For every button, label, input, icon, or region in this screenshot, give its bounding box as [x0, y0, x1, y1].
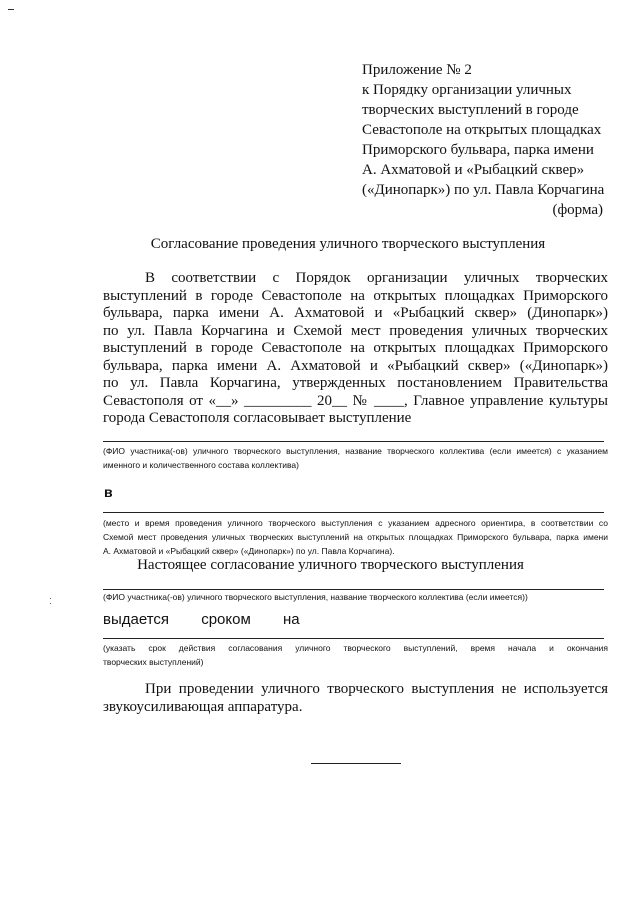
appendix-line: Приложение № 2 — [362, 62, 472, 78]
appendix-header — [362, 60, 624, 200]
scan-corner-mark — [8, 9, 14, 10]
signature-line[interactable] — [311, 763, 401, 764]
paragraph-line: При проведении уличного творческого выступления не используется — [145, 681, 608, 697]
form-note: (форма) — [552, 202, 603, 218]
paragraph-line: по ул. Павла Корчагина и Схемой мест проведения уличных творческих — [103, 322, 608, 339]
term-word: сроком — [201, 611, 251, 628]
paragraph-line: бульвара, парка имени А. Ахматовой и «Рыбацкий сквер» (Динопарк») — [103, 305, 608, 321]
place-fill-line[interactable] — [103, 512, 604, 513]
appendix-line: («Динопарк») по ул. Павла Корчагина — [362, 182, 605, 198]
main-paragraph — [103, 270, 608, 428]
term-fill-line[interactable] — [103, 638, 604, 639]
appendix-line: к Порядку организации уличных — [362, 82, 572, 98]
hint-line: (ФИО участника(-ов) уличного творческого выступления, название творческого коллектива (если имеется) с указанием — [103, 446, 608, 456]
approval-heading: Настоящее согласование уличного творческого выступления — [137, 557, 524, 573]
paragraph-line: В соответствии с Порядок организации уличных творческих — [145, 270, 608, 286]
hint-line: А. Ахматовой и «Рыбацкий сквер» («Динопарк») по ул. Павла Корчагина). — [103, 546, 395, 556]
paragraph-line: звукоусиливающая аппаратура. — [103, 698, 303, 715]
participants-short-hint — [103, 590, 608, 604]
hint-line: именного и количественного состава коллектива) — [103, 460, 299, 470]
paragraph-line: города Севастополя согласовывает выступление — [103, 410, 412, 426]
term-hint — [103, 641, 608, 669]
hint-line: (указать срок действия согласования уличного творческого выступлений, время начала и окончания — [103, 643, 608, 653]
paragraph-line: выступлений в городе Севастополе на открытых площадках Приморского — [103, 287, 608, 304]
issued-line — [103, 611, 326, 628]
issued-word: выдается — [103, 611, 170, 628]
paragraph-line: Севастополя от «__» _________ 20__ № ____, Главное управление культуры — [103, 392, 608, 409]
hint-line: (место и время проведения уличного творческого выступления с указанием адресного ориентира, в соответствии со — [103, 518, 608, 528]
hint-line: творческих выступлений) — [103, 657, 204, 667]
appendix-line: творческих выступлений в городе — [362, 102, 579, 118]
place-hint — [103, 516, 608, 558]
hint-line: (ФИО участника(-ов) уличного творческого выступления, название творческого коллектива (если имеется)) — [103, 592, 528, 602]
appendix-line: Севастополе на открытых площадках — [362, 122, 602, 138]
final-paragraph — [103, 681, 608, 716]
appendix-line: Приморского бульвара, парка имени — [362, 142, 594, 158]
document-title: Согласование проведения уличного творческого выступления — [150, 236, 546, 252]
participants-hint — [103, 444, 608, 472]
appendix-line: А. Ахматовой и «Рыбацкий сквер» — [362, 162, 585, 178]
paragraph-line: бульвара, парка имени А. Ахматовой и «Рыбацкий сквер» («Динопарк») — [103, 357, 608, 374]
paragraph-line: выступлений в городе Севастополе на открытых площадках Приморского — [103, 340, 608, 356]
scan-artifact-dots — [50, 598, 54, 610]
participants-fill-line[interactable] — [103, 441, 604, 442]
hint-line: Схемой мест проведения уличных творческих выступлений на открытых площадках Приморского бульвара, парка имени — [103, 532, 608, 542]
paragraph-line: по ул. Павла Корчагина, утвержденных постановлением Правительства — [103, 375, 608, 391]
preposition-v: в — [104, 484, 113, 500]
for-word: на — [282, 611, 300, 628]
